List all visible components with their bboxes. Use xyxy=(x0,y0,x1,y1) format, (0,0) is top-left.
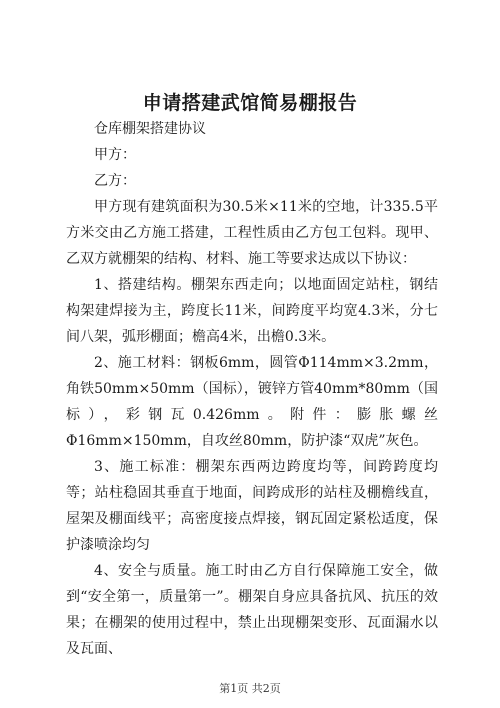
paragraph-party-b: 乙方： xyxy=(94,173,136,189)
paragraph-subtitle: 仓库棚架搭建协议 xyxy=(94,121,206,137)
page-footer: 第1页 共2页 xyxy=(219,682,281,695)
document-title: 申请搭建武馆简易棚报告 xyxy=(142,92,358,114)
paragraph-party-a: 甲方： xyxy=(94,147,136,163)
paragraph-intro: 甲方现有建筑面积为30.5米×11米的空地，计335.5平方米交由乙方施工搭建，工程性质由乙方包工包料。现甲、乙双方就棚架的结构、材料、施工等要求达成以下协议： xyxy=(66,199,438,267)
paragraph-safety: 4、安全与质量。施工时由乙方自行保障施工安全，做到“安全第一，质量第一”。棚架自身应具备抗风、抗压的效果；在棚架的使用过程中，禁止出现棚架变形、瓦面漏水以及瓦面、 xyxy=(66,563,438,657)
document-body xyxy=(66,116,438,662)
paragraph-structure: 1、搭建结构。棚架东西走向；以地面固定站柱，钢结构架建焊接为主，跨度长11米，间跨度平均宽4.3米，分七间八架，弧形棚面；檐高4米，出檐0.3米。 xyxy=(66,277,438,345)
paragraph-materials: 2、施工材料：钢板6mm，圆管Φ114mm×3.2mm，角铁50mm×50mm（国标），镀锌方管40mm*80mm（国标），彩钢瓦0.426mm。附件：膨胀螺丝Φ16mm×150mm，自攻丝80mm，防护漆“双虎”灰色。 xyxy=(66,355,438,449)
paragraph-standards: 3、施工标准：棚架东西两边跨度均等，间跨跨度均等；站柱稳固其垂直于地面，间跨成形的站柱及棚檐线直，屋架及棚面线平；高密度接点焊接，钢瓦固定紧松适度，保护漆喷涂均匀 xyxy=(66,459,438,553)
